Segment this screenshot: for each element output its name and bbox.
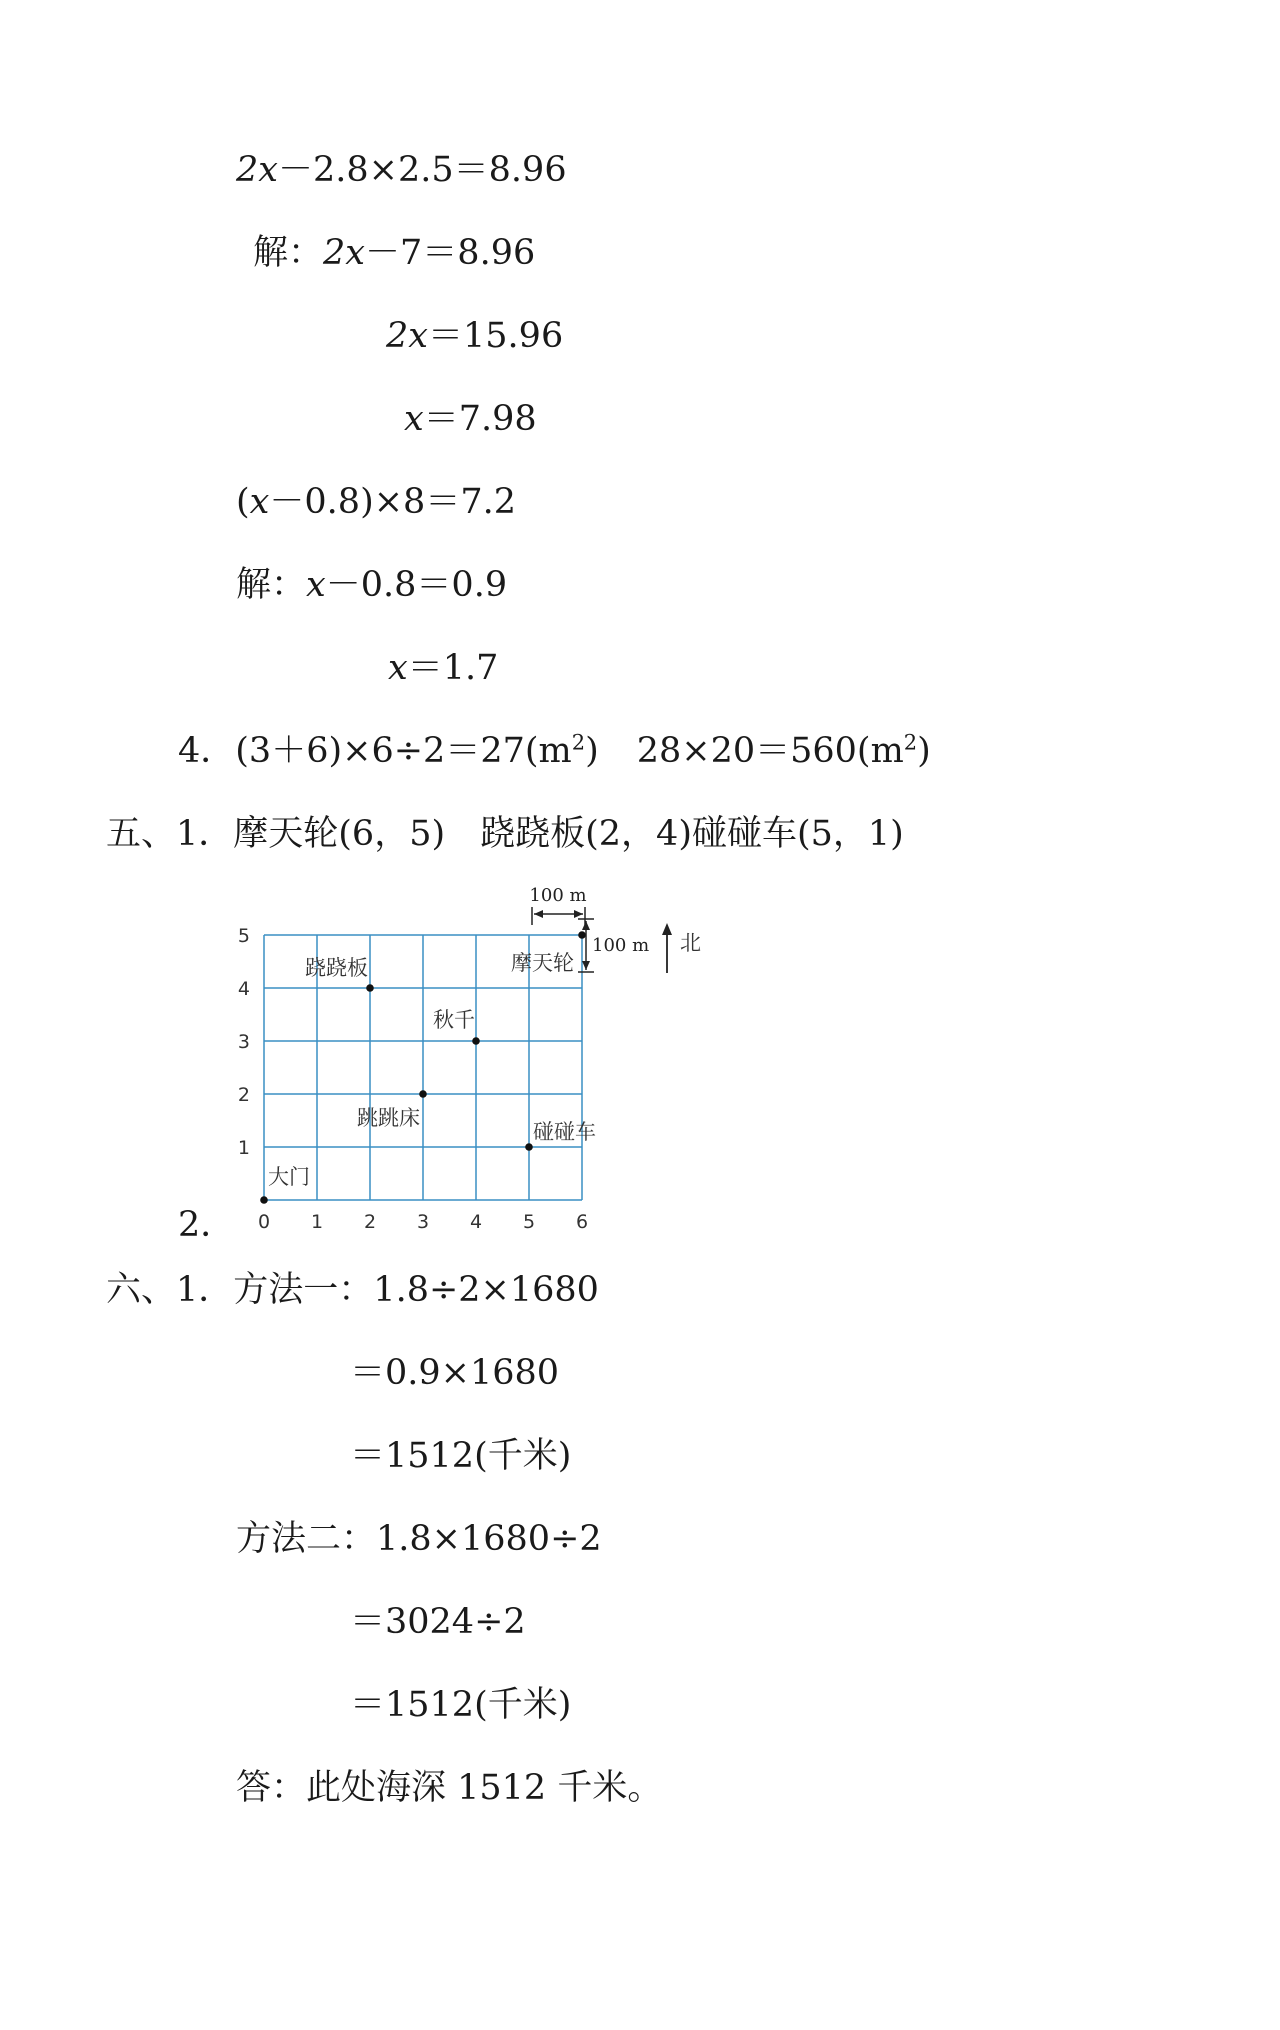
y-tick-label: 3 [237, 1031, 250, 1053]
eq2-problem: (x－0.8)×8＝7.2 [236, 482, 516, 522]
map-point [419, 1090, 427, 1098]
map-point [366, 984, 374, 992]
section6-method2-step1: ＝3024÷2 [350, 1602, 526, 1642]
section6-method1-step2: ＝1512(千米) [350, 1436, 572, 1476]
x-tick-label: 1 [310, 1211, 324, 1233]
grid-map-figure [220, 875, 740, 1235]
scale-label-vertical: 100 m [592, 935, 650, 956]
eq1-step3: x＝7.98 [404, 399, 537, 439]
section5-line: 五、1．摩天轮(6，5) 跷跷板(2，4)碰碰车(5，1) [106, 814, 904, 854]
eq1-step1: 解：2x－7＝8.96 [253, 233, 536, 273]
eq1-problem: 2x－2.8×2.5＝8.96 [236, 150, 567, 190]
map-point [525, 1143, 533, 1151]
y-tick-label: 4 [237, 978, 250, 1000]
map-point [260, 1196, 268, 1204]
x-tick-label: 4 [469, 1211, 483, 1233]
y-tick-label: 2 [237, 1084, 250, 1106]
eq2-step1: 解：x－0.8＝0.9 [236, 565, 508, 605]
section6-answer: 答：此处海深 1512 千米。 [236, 1768, 663, 1808]
scale-bar-vertical [578, 919, 649, 972]
map-point-label: 碰碰车 [533, 1120, 596, 1144]
section5-item2: 2． [178, 1205, 236, 1245]
map-point-label: 大门 [268, 1165, 310, 1189]
north-label: 北 [680, 931, 701, 955]
map-point-label: 跷跷板 [305, 956, 368, 980]
map-point-label: 秋千 [433, 1008, 475, 1032]
y-tick-label: 5 [237, 925, 250, 947]
section6-method2-step2: ＝1512(千米) [350, 1685, 572, 1725]
map-point [472, 1037, 480, 1045]
x-tick-label: 3 [416, 1211, 430, 1233]
map-point-label: 摩天轮 [511, 951, 574, 975]
eq1-step2: 2x＝15.96 [386, 316, 564, 356]
map-point-label: 跳跳床 [357, 1106, 420, 1130]
x-tick-label: 0 [257, 1211, 271, 1233]
scale-label-horizontal: 100 m [529, 885, 587, 906]
north-indicator [662, 923, 701, 973]
x-tick-label: 5 [522, 1211, 536, 1233]
grid-points [260, 931, 596, 1204]
section6-method1-step1: ＝0.9×1680 [350, 1353, 560, 1393]
map-point [578, 931, 586, 939]
eq2-step2: x＝1.7 [388, 648, 499, 688]
y-tick-label: 1 [237, 1137, 250, 1159]
section6-method1: 六、1．方法一：1.8÷2×1680 [106, 1270, 599, 1310]
item4-line: 4．$(3+6)\times 6\div 2=27(m^2)$ $28\times 20=560(m^2)$ [178, 730, 931, 771]
section6-method2: 方法二：1.8×1680÷2 [236, 1519, 602, 1559]
x-tick-label: 2 [363, 1211, 377, 1233]
x-tick-label: 6 [575, 1211, 589, 1233]
